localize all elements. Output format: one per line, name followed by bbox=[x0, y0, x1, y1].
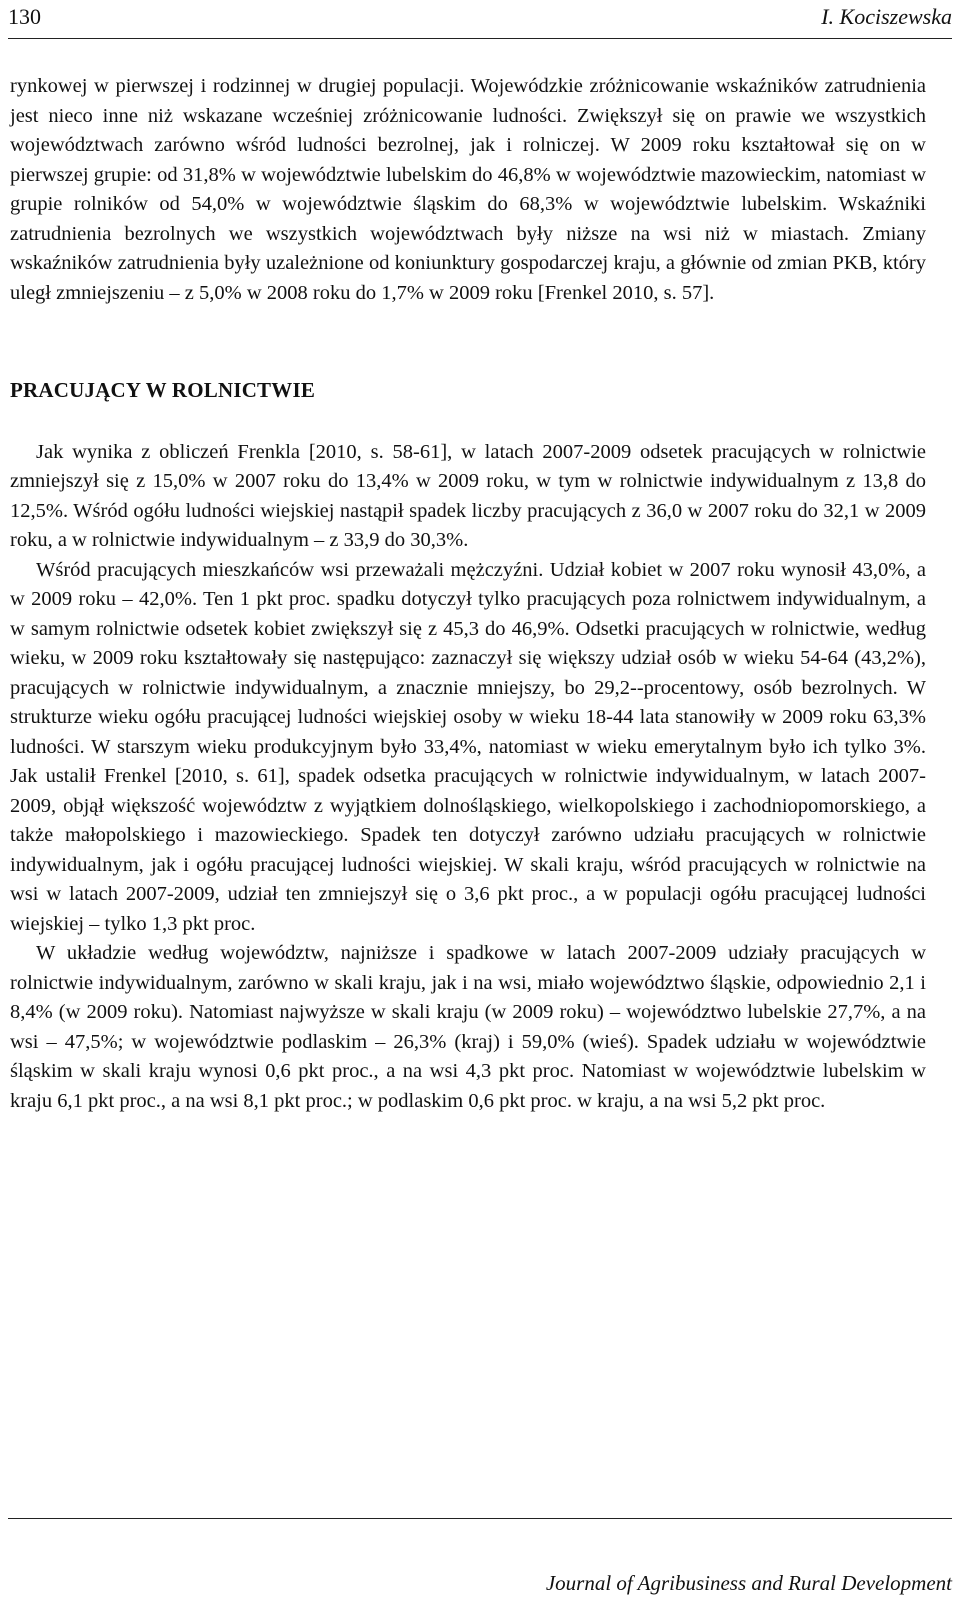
body-text bbox=[10, 72, 926, 1116]
paragraph-gender-age-structure: Wśród pracujących mieszkańców wsi przeważali mężczyźni. Udział kobiet w 2007 roku wynosił 43,0%, a w 2009 roku – 42,0%. Ten 1 pkt proc. spadku dotyczył tylko pracujących poza rolnictwem indywidualnym, a w samym rolnictwie odsetek kobiet zwiększył się z 45,3 do 46,9%. Odsetki pracujących w rolnictwie, według wieku, w 2009 roku kształtowały się następująco: zaznaczył się większy udział osób w wieku 54-64 (43,2%), pracujących w rolnictwie indywidualnym, a znacznie mniejszy, bo 29,2--procentowy, osób bezrolnych. W strukturze wieku ogółu pracującej ludności wiejskiej osoby w wieku 18-44 lata stanowiły w 2009 roku 63,3% ludności. W starszym wieku produkcyjnym było 33,4%, natomiast w wieku emerytalnym było ich tylko 3%. Jak ustalił Frenkel [2010, s. 61], spadek odsetka pracujących w rolnictwie indywidualnym, w latach 2007-2009, objął większość województw z wyjątkiem dolnośląskiego, wielkopolskiego i zachodniopomorskiego, a także małopolskiego i mazowieckiego. Spadek ten dotyczył zarówno udziału pracujących w rolnictwie indywidualnym, jak i ogółu pracującej ludności wiejskiej. W skali kraju, wśród pracujących w rolnictwie na wsi w latach 2007-2009, udział ten zmniejszył się o 3,6 pkt proc., a w populacji ogółu pracującej ludności wiejskiej – tylko 1,3 pkt proc. bbox=[10, 558, 926, 935]
running-head-author: I. Kociszewska bbox=[821, 4, 952, 29]
paragraph-voivodeship-comparison: W układzie według województw, najniższe i spadkowe w latach 2007-2009 udziały pracujących w rolnictwie indywidualnym, zarówno w skali kraju, jak i na wsi, miało województwo śląskie, odpowiednio 2,1 i 8,4% (w 2009 roku). Natomiast najwyższe w skali kraju (w 2009 roku) – województwo lubelskie 27,7%, a na wsi – 47,5%; w województwie podlaskim – 26,3% (kraj) i 59,0% (wieś). Spadek udziału w województwie śląskim w skali kraju wynosi 0,6 pkt proc., a na wsi 4,3 pkt proc. Natomiast w województwie lubelskim w kraju 6,1 pkt proc., a na wsi 8,1 pkt proc.; w podlaskim 0,6 pkt proc. w kraju, a na wsi 5,2 pkt proc. bbox=[10, 942, 926, 1112]
running-foot bbox=[8, 1518, 952, 1609]
running-head bbox=[8, 0, 952, 39]
paragraph-agriculture-workers: Jak wynika z obliczeń Frenkla [2010, s. 58-61], w latach 2007-2009 odsetek pracujących w rolnictwie zmniejszył się z 15,0% w 2007 roku do 13,4% w 2009 roku, w tym w rolnictwie indywidualnym z 13,8 do 12,5%. Wśród ogółu ludności wiejskiej nastąpił spadek liczby pracujących z 36,0 w 2007 roku do 32,1 w 2009 roku, a w rolnictwie indywidualnym – z 33,9 do 30,3%. bbox=[10, 440, 926, 551]
paragraph-employment-rates: rynkowej w pierwszej i rodzinnej w drugiej populacji. Wojewódzkie zróżnicowanie wskaźników zatrudnienia jest nieco inne niż wskazane wcześniej zróżnicowanie ludności. Zwiększył się on prawie we wszystkich województwach zarówno wśród ludności bezrolnej, jak i rolniczej. W 2009 roku kształtował się on w pierwszej grupie: od 31,8% w województwie lubelskim do 46,8% w województwie mazowieckim, natomiast w grupie rolników od 54,0% w województwie śląskim do 68,3% w województwie lubelskim. Wskaźniki zatrudnienia bezrolnych we wszystkich województwach były niższe na wsi niż w miastach. Zmiany wskaźników zatrudnienia były uzależnione od koniunktury gospodarczej kraju, a głównie od zmian PKB, który uległ zmniejszeniu – z 5,0% w 2008 roku do 1,7% w 2009 roku [Frenkel 2010, s. 57]. bbox=[10, 75, 926, 304]
page-number: 130 bbox=[8, 4, 41, 29]
journal-title: Journal of Agribusiness and Rural Development bbox=[545, 1571, 952, 1595]
section-heading: PRACUJĄCY W ROLNICTWIE bbox=[10, 378, 316, 402]
